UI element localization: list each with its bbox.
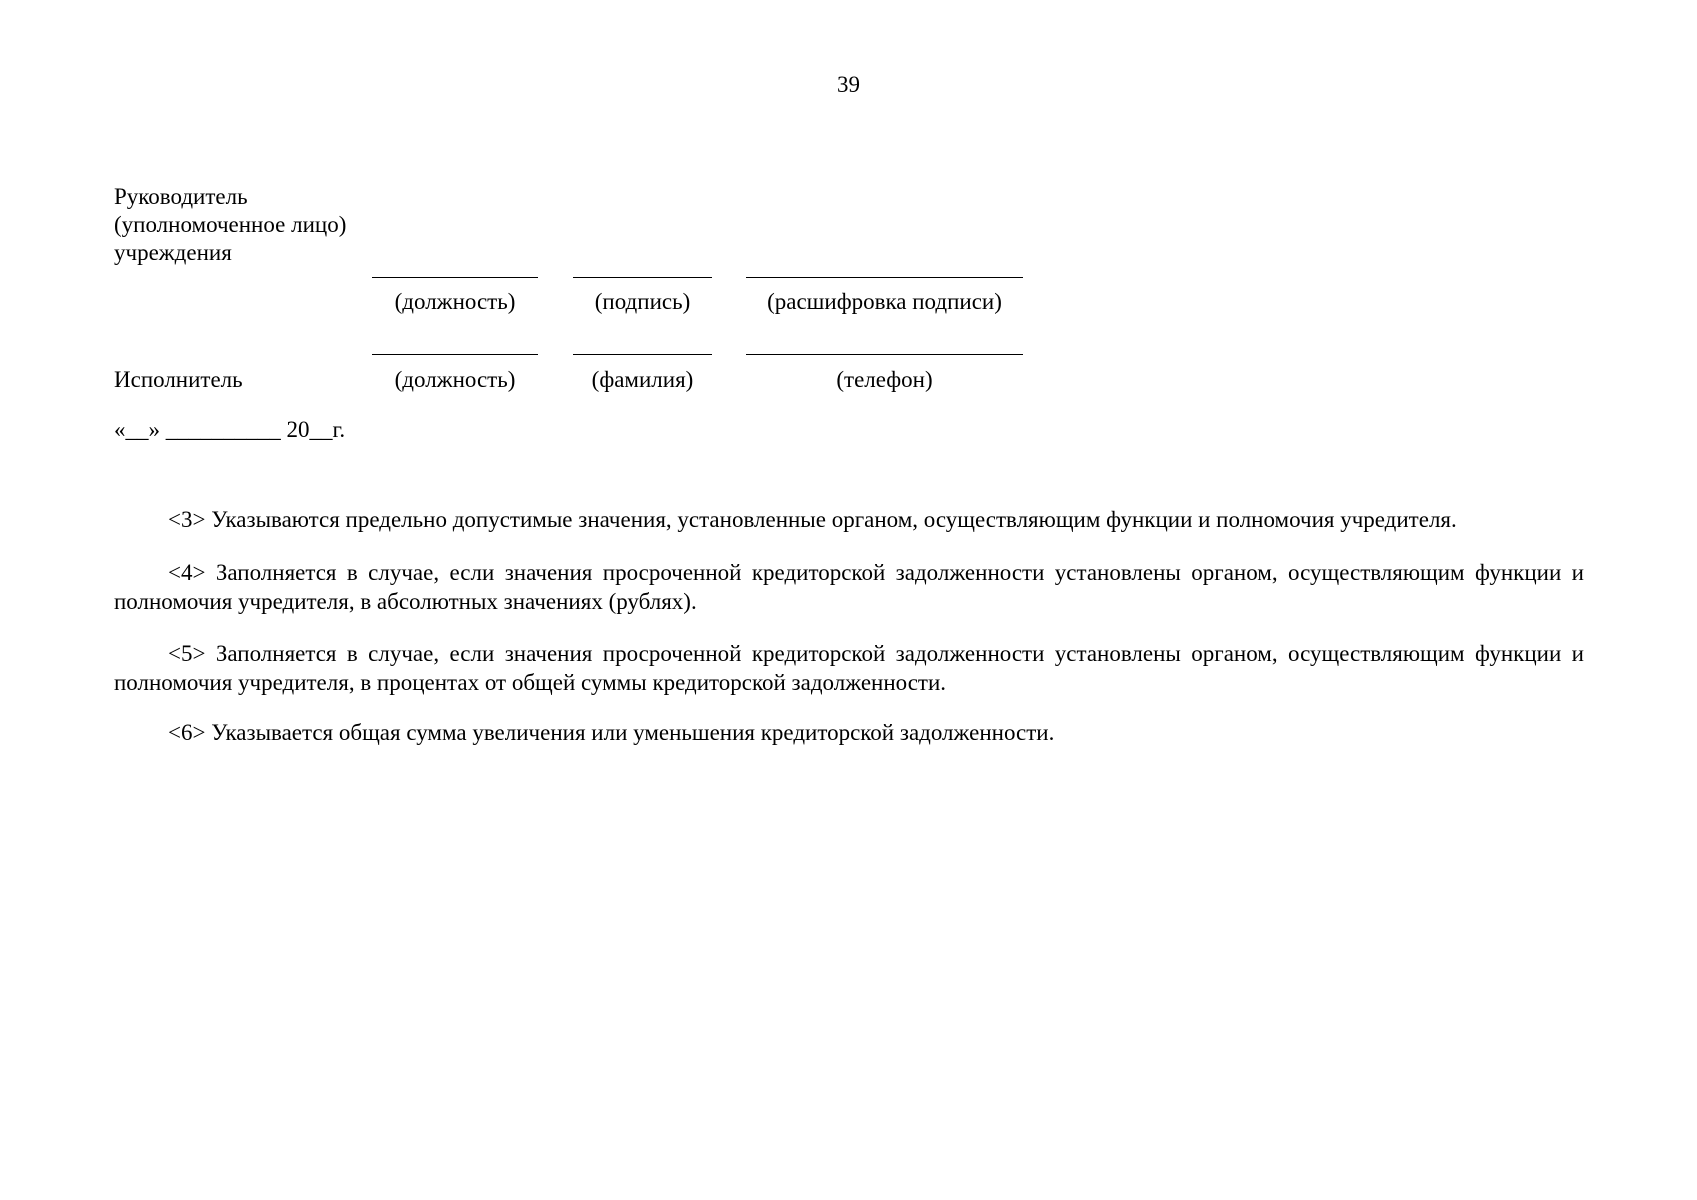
head-signature-decoding-line — [746, 277, 1023, 278]
executor-phone-line — [746, 354, 1023, 355]
head-position-line — [372, 277, 538, 278]
head-signature-decoding-caption: (расшифровка подписи) — [767, 289, 1002, 314]
executor-position-caption: (должность) — [394, 367, 516, 392]
footnote-3: <3> Указываются предельно допустимые значения, установленные органом, осуществляющим функции и полномочия учредителя. — [168, 507, 1457, 532]
footnote-4: <4> Заполняется в случае, если значения просроченной кредиторской задолженности установлены органом, осуществляющим функции и полномочия учредителя, в абсолютных значениях (рублях). — [114, 560, 1584, 614]
executor-label: Исполнитель — [114, 367, 243, 392]
head-position-caption: (должность) — [394, 289, 516, 314]
executor-position-line — [372, 354, 538, 355]
head-title-line2: (уполномоченное лицо) — [114, 212, 347, 237]
executor-surname-caption: (фамилия) — [591, 367, 694, 392]
head-title-line3: учреждения — [114, 240, 232, 265]
page-number: 39 — [837, 72, 860, 97]
footnote-6: <6> Указывается общая сумма увеличения или уменьшения кредиторской задолженности. — [168, 720, 1055, 745]
head-title-block — [114, 183, 346, 267]
footnote-5: <5> Заполняется в случае, если значения просроченной кредиторской задолженности установлены органом, осуществляющим функции и полномочия учредителя, в процентах от общей суммы кредиторской задолженности. — [114, 641, 1584, 695]
date-line: «__» __________ 20__г. — [114, 417, 346, 442]
head-title-line1: Руководитель — [114, 184, 248, 209]
head-signature-line — [573, 277, 712, 278]
head-signature-caption: (подпись) — [594, 289, 691, 314]
executor-phone-caption: (телефон) — [836, 367, 933, 392]
executor-surname-line — [573, 354, 712, 355]
